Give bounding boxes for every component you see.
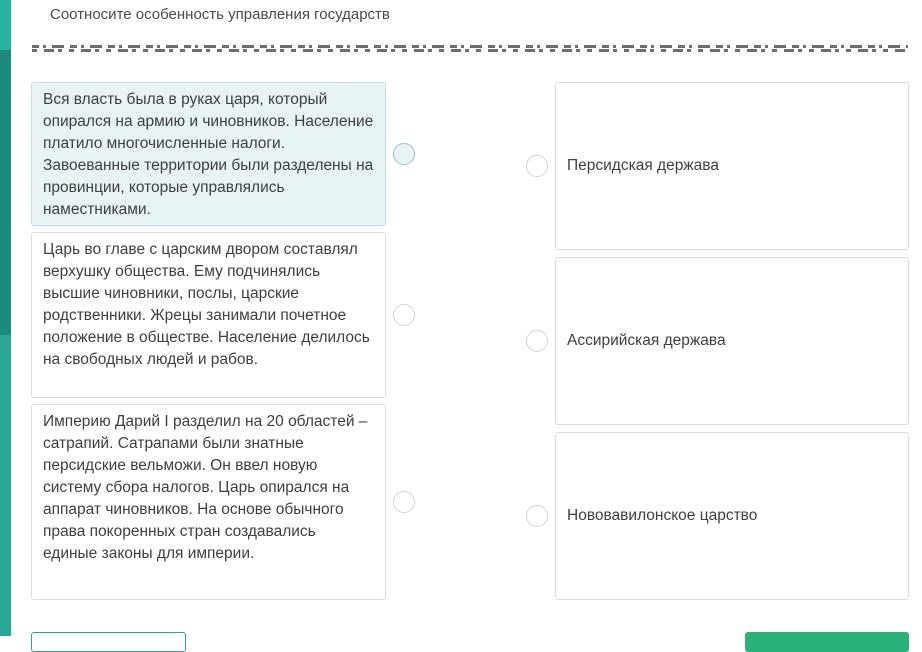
right-item-1-label: Персидская держава [567, 157, 719, 174]
secondary-button[interactable] [31, 632, 186, 652]
submit-button[interactable] [745, 632, 909, 652]
left-item-3[interactable]: Империю Дарий I разделил на 20 областей – сатрапий. Сатрапами были знатные персидские вельможи. Он ввел новую систему сбора налогов. Царь опирался на аппарат чиновников. На основе обычного права покоренных стран создавались единые законы для империи. [31, 404, 386, 600]
right-item-1-connector[interactable] [526, 155, 548, 177]
dashed-divider [32, 44, 908, 52]
right-item-1[interactable] [555, 82, 909, 250]
side-strip-top [0, 0, 11, 50]
right-item-2-label: Ассирийская держава [567, 332, 726, 349]
left-item-2-connector[interactable] [393, 304, 415, 326]
right-item-3-connector[interactable] [526, 505, 548, 527]
left-item-1[interactable]: Вся власть была в руках царя, который опирался на армию и чиновников. Население платило многочисленные налоги. Завоеванные территории были разделены на провинции, которые управлялись наместниками. [31, 82, 386, 226]
left-item-3-connector[interactable] [393, 491, 415, 513]
right-item-3[interactable] [555, 432, 909, 600]
side-strip-bottom [0, 335, 11, 636]
side-strip-middle [0, 50, 11, 335]
left-item-1-connector[interactable] [393, 143, 415, 165]
right-item-2[interactable] [555, 257, 909, 425]
right-item-2-connector[interactable] [526, 330, 548, 352]
right-item-3-label: Нововавилонское царство [567, 507, 758, 524]
side-strip [0, 0, 11, 636]
left-item-2[interactable]: Царь во главе с царским двором составлял верхушку общества. Ему подчинялись высшие чиновники, послы, царские родственники. Жрецы занимали почетное положение в обществе. Население делилось на свободных людей и рабов. [31, 232, 386, 398]
question-title: Соотносите особенность управления государств [50, 6, 390, 23]
